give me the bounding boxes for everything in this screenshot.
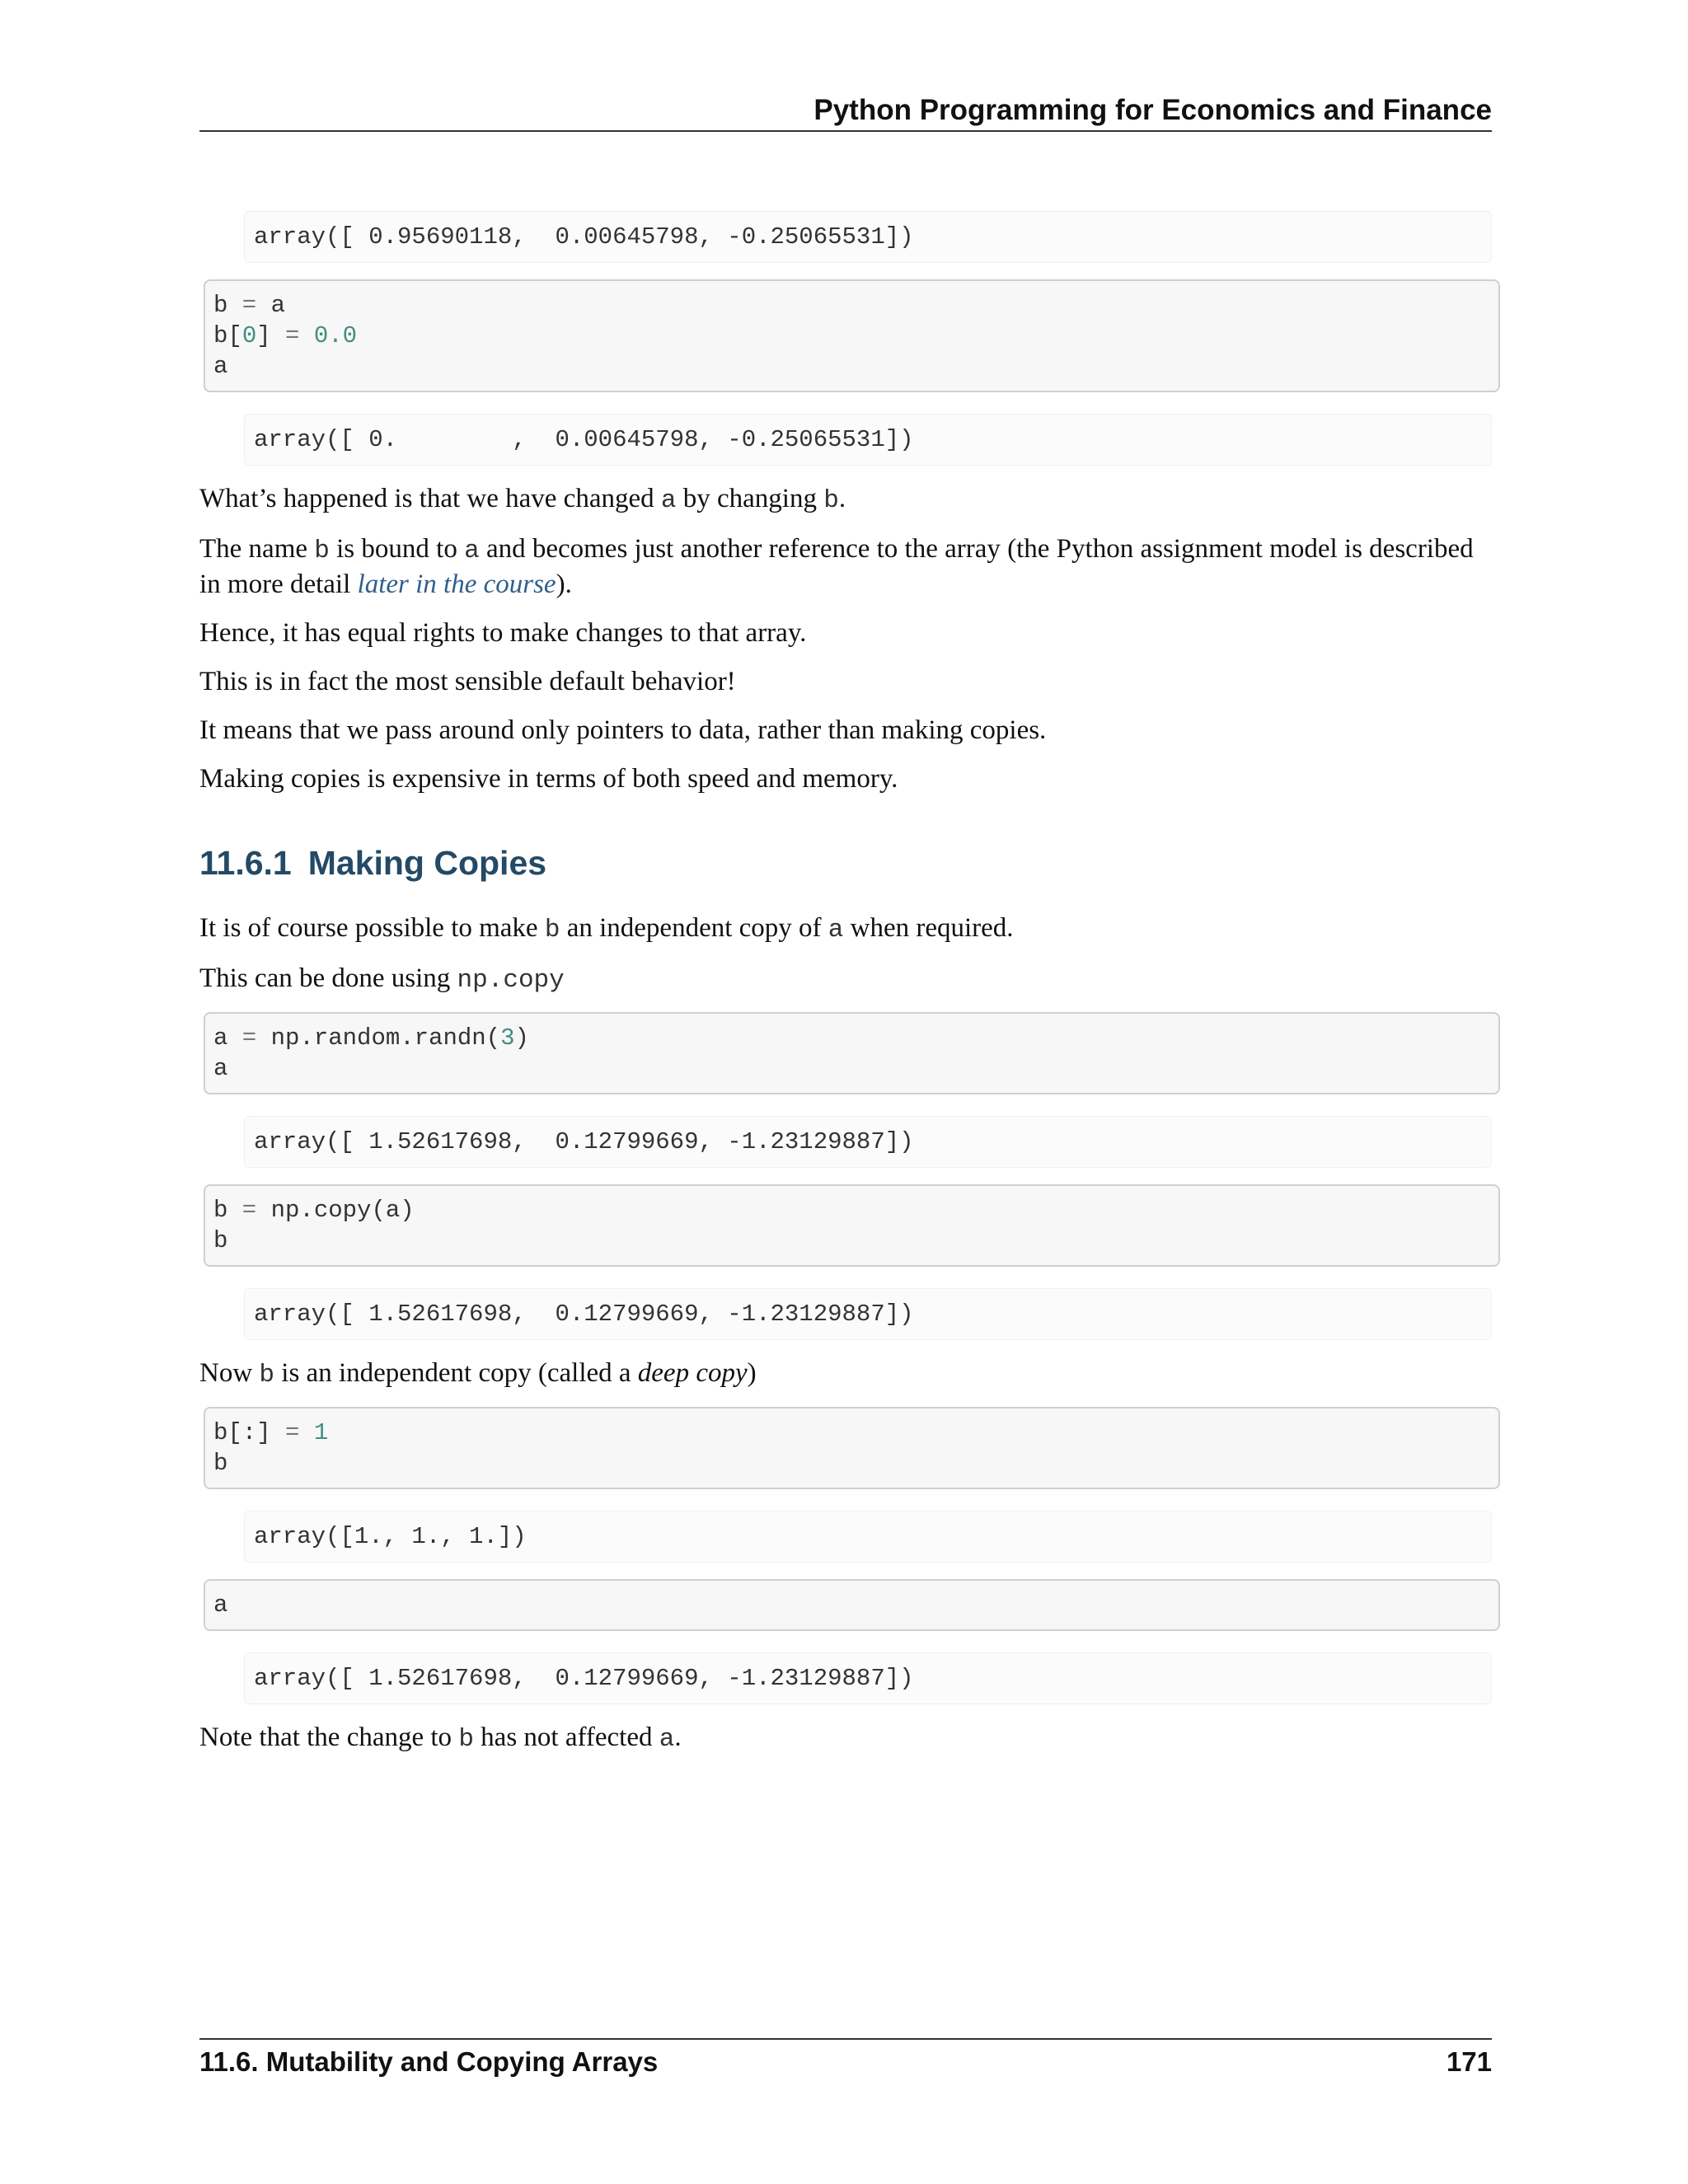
output-block: array([ 1.52617698, 0.12799669, -1.23129887]) bbox=[244, 1652, 1492, 1704]
code-cell[interactable] bbox=[204, 279, 1500, 392]
paragraph: Hence, it has equal rights to make changes to that array. bbox=[199, 618, 807, 648]
text-run: . bbox=[674, 1722, 682, 1752]
paragraph bbox=[199, 1721, 1492, 1756]
code-operator: = bbox=[270, 1419, 314, 1446]
code-cell[interactable] bbox=[204, 1012, 1500, 1094]
code-operator: = bbox=[227, 1197, 271, 1224]
code-token: b[:] bbox=[213, 1419, 271, 1446]
output-block: array([ 1.52617698, 0.12799669, -1.23129887]) bbox=[244, 1116, 1492, 1168]
code-number: 1 bbox=[313, 1419, 329, 1446]
code-line: a bbox=[213, 1055, 228, 1082]
code-token: np.random.randn( bbox=[270, 1024, 501, 1052]
code-token: a bbox=[213, 1024, 228, 1052]
code-operator: = bbox=[270, 322, 314, 349]
code-operator: = bbox=[227, 1024, 271, 1052]
text-run: ) bbox=[747, 1358, 757, 1388]
text-run: Note that the change to bbox=[199, 1722, 459, 1752]
inline-code: b bbox=[314, 537, 330, 565]
text-run: The name bbox=[199, 534, 315, 564]
code-number: 3 bbox=[500, 1024, 515, 1052]
code-token: b bbox=[213, 1197, 228, 1224]
code-token: ) bbox=[514, 1024, 529, 1052]
paragraph bbox=[199, 1357, 1492, 1392]
section-number: 11.6.1 bbox=[199, 844, 292, 882]
code-token: a bbox=[270, 292, 286, 319]
section-title: Making Copies bbox=[307, 844, 547, 882]
inline-code: b bbox=[544, 916, 560, 944]
code-operator: = bbox=[227, 292, 271, 319]
text-run: an independent copy of bbox=[560, 913, 828, 943]
code-cell[interactable] bbox=[204, 1579, 1500, 1631]
inline-code: np.copy bbox=[457, 966, 565, 995]
code-line bbox=[213, 321, 1490, 351]
cross-reference-link[interactable]: later in the course bbox=[357, 569, 556, 599]
output-block: array([ 1.52617698, 0.12799669, -1.23129887]) bbox=[244, 1288, 1492, 1340]
inline-code: a bbox=[464, 537, 480, 565]
code-line: b bbox=[213, 1227, 228, 1254]
text-run: What’s happened is that we have changed bbox=[199, 484, 661, 513]
code-token: b[ bbox=[213, 322, 242, 349]
code-token: b bbox=[213, 292, 228, 319]
paragraph bbox=[199, 962, 1492, 997]
output-block: array([ 0. , 0.00645798, -0.25065531]) bbox=[244, 414, 1492, 466]
footer-section-title: 11.6. Mutability and Copying Arrays bbox=[199, 2046, 659, 2077]
text-run: It is of course possible to make bbox=[199, 913, 545, 943]
text-run: is an independent copy (called a bbox=[274, 1358, 638, 1388]
paragraph: It means that we pass around only pointers to data, rather than making copies. bbox=[199, 715, 1047, 745]
code-line bbox=[213, 1418, 1490, 1448]
text-run: Now bbox=[199, 1358, 260, 1388]
paragraph: This is in fact the most sensible default behavior! bbox=[199, 667, 736, 696]
inline-code: a bbox=[659, 1725, 675, 1754]
inline-code: b bbox=[259, 1361, 275, 1390]
code-line: a bbox=[213, 1591, 228, 1619]
code-token: ] bbox=[256, 322, 271, 349]
paragraph bbox=[199, 532, 1492, 602]
text-run: and becomes just another reference to the array (the Python assignment model is described in more detail bbox=[199, 534, 1474, 599]
text-run: ). bbox=[556, 569, 572, 599]
code-cell[interactable] bbox=[204, 1407, 1500, 1489]
code-number: 0 bbox=[241, 322, 257, 349]
inline-code: a bbox=[660, 486, 677, 515]
running-footer bbox=[199, 2044, 1492, 2080]
header-rule bbox=[199, 130, 1492, 132]
paragraph bbox=[199, 912, 1492, 947]
code-line: b bbox=[213, 1450, 228, 1477]
code-line bbox=[213, 1195, 1490, 1226]
content-flow bbox=[199, 211, 1492, 1771]
code-line: a bbox=[213, 353, 228, 380]
code-cell[interactable] bbox=[204, 1184, 1500, 1267]
paragraph: Making copies is expensive in terms of both speed and memory. bbox=[199, 764, 898, 794]
inline-code: b bbox=[458, 1725, 474, 1754]
text-run: has not affected bbox=[473, 1722, 659, 1752]
code-number: 0.0 bbox=[313, 322, 358, 349]
code-token: np.copy(a) bbox=[270, 1197, 415, 1224]
inline-code: b bbox=[823, 486, 839, 515]
output-block: array([1., 1., 1.]) bbox=[244, 1511, 1492, 1563]
code-line bbox=[213, 1023, 1490, 1053]
page-number: 171 bbox=[1446, 2046, 1492, 2077]
page bbox=[199, 0, 1492, 2184]
code-line bbox=[213, 290, 1490, 321]
output-block: array([ 0.95690118, 0.00645798, -0.25065531]) bbox=[244, 211, 1492, 263]
inline-code: a bbox=[828, 916, 844, 944]
footer-rule bbox=[199, 2038, 1492, 2040]
running-header-title: Python Programming for Economics and Finance bbox=[814, 94, 1492, 126]
emphasis: deep copy bbox=[637, 1358, 748, 1388]
text-run: when required. bbox=[843, 913, 1014, 943]
text-run: is bound to bbox=[329, 534, 465, 564]
text-run: by changing bbox=[676, 484, 824, 513]
paragraph bbox=[199, 482, 1492, 518]
section-heading bbox=[199, 842, 1492, 883]
text-run: This can be done using bbox=[199, 963, 457, 993]
text-run: . bbox=[838, 484, 846, 513]
